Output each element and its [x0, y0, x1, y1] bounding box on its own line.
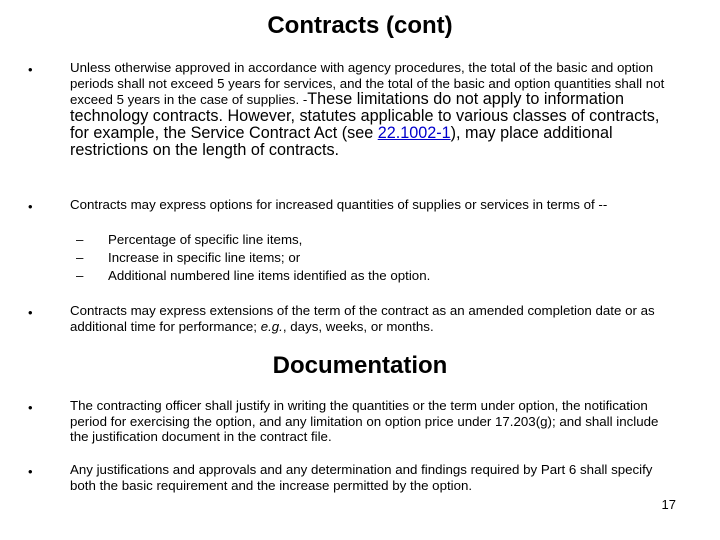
page-number: 17	[661, 497, 676, 512]
section-title-contracts: Contracts (cont)	[267, 12, 453, 39]
list-item	[76, 250, 300, 266]
list-item-text: Additional numbered line items identified as the option.	[108, 268, 431, 283]
documentation-paragraph-1: The contracting officer shall justify in writing the quantities or the term under option, the notification period for exercising the option, and any limitation on option price under 17.203(g); and shall include the justification document in the contract file.	[70, 398, 659, 444]
bullet-marker: •	[28, 305, 33, 320]
dash-marker: –	[76, 232, 84, 247]
list-item-text: Increase in specific line items; or	[108, 250, 301, 265]
bullet-marker: •	[28, 62, 33, 77]
contracts-paragraph-2: Contracts may express options for increased quantities of supplies or services in terms of --	[70, 197, 608, 212]
paragraph-1-text: Unless otherwise approved in accordance with agency procedures, the total of the basic and option periods shall not exceed 5 years for services, and the total of the basic and option quantities shall not exceed 5 years in the case of supplies. -	[70, 60, 665, 107]
paragraph-3-text-a: Contracts may express extensions of the term of the contract as an amended completion date or as additional time for performance;	[70, 303, 655, 334]
contracts-paragraph-3	[70, 303, 680, 334]
documentation-paragraph-2: Any justifications and approvals and any determination and findings required by Part 6 shall specify both the basic requirement and the increase permitted by the option.	[70, 462, 653, 493]
bullet-marker: •	[28, 464, 33, 479]
contracts-paragraph-1	[70, 60, 680, 159]
paragraph-1-emphasis-b: ), may place additional restrictions on the length of contracts.	[70, 124, 613, 159]
list-item	[76, 268, 430, 284]
bullet-marker: •	[28, 199, 33, 214]
far-reference-link[interactable]: 22.1002-1	[377, 124, 451, 142]
bullet-marker: •	[28, 400, 33, 415]
paragraph-1-emphasis-a: These limitations do not apply to information technology contracts. However, statutes applicable to various classes of contracts, for example, the Service Contract Act (see	[70, 90, 660, 142]
paragraph-3-text-b: , days, weeks, or months.	[282, 318, 434, 334]
list-item-text: Percentage of specific line items,	[108, 232, 303, 247]
dash-marker: –	[76, 268, 84, 283]
section-title-documentation: Documentation	[272, 352, 448, 379]
paragraph-3-italic: e.g.	[260, 318, 283, 334]
dash-marker: –	[76, 250, 84, 265]
list-item	[76, 232, 302, 248]
